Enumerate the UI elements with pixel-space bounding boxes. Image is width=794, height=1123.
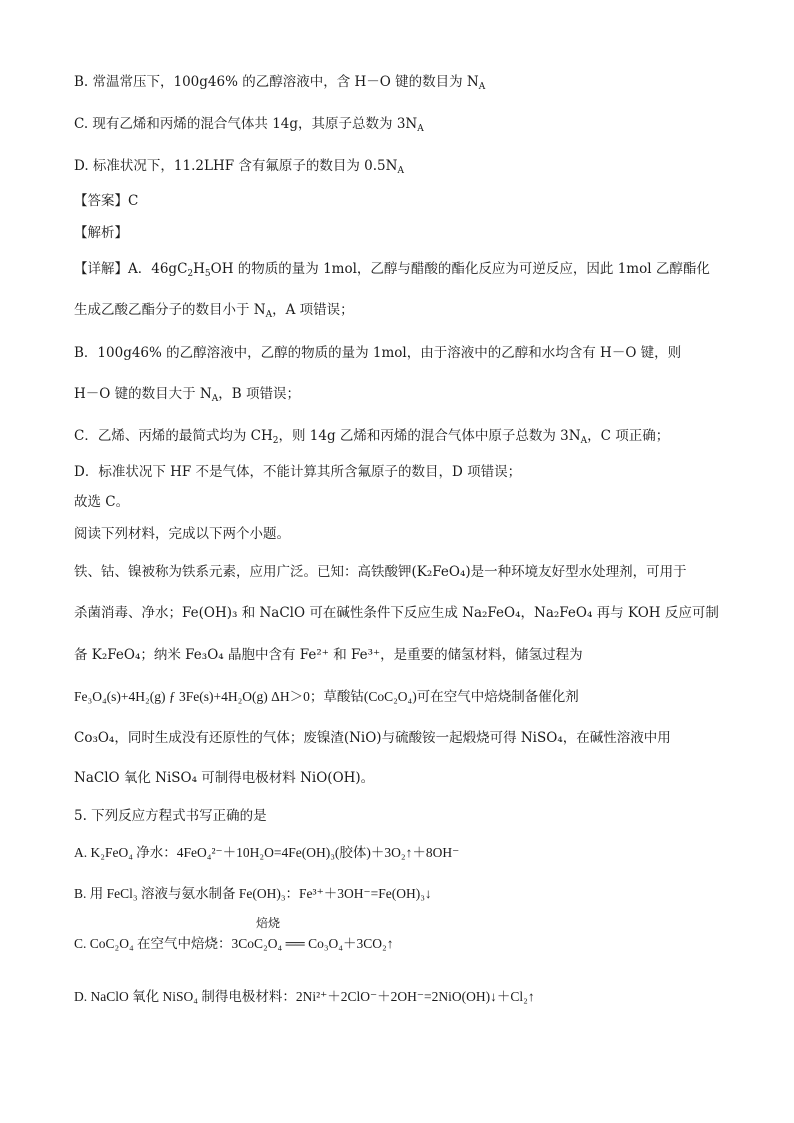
material-line-5: Co₃O₄，同时生成没有还原性的气体；废镍渣(NiO)与硫酸铵一起煅烧可得 NiSO₄，在碱性溶液中用 (74, 730, 671, 746)
text: ，则 14g 乙烯和丙烯的混合气体中原子总数为 3N (278, 428, 581, 444)
text: H－O 键的数目大于 N (74, 386, 212, 402)
subscript: A (265, 310, 273, 320)
conclusion-line: 故选 C。 (74, 494, 130, 510)
material-line-2: 杀菌消毒、净水；Fe(OH)₃ 和 NaClO 可在碱性条件下反应生成 Na₂FeO₄，Na₂FeO₄ 再与 KOH 反应可制 (74, 605, 719, 621)
material-line-3: 备 K₂FeO₄；纳米 Fe₃O₄ 晶胞中含有 Fe²⁺ 和 Fe³⁺，是重要的储氢材料，储氢过程为 (74, 647, 583, 663)
text: OH 的物质的量为 1mol，乙醇与醋酸的酯化反应为可逆反应，因此 1mol 乙醇酯化 (210, 261, 710, 277)
text: C．乙烯、丙烯的最简式均为 CH (74, 428, 273, 444)
text: ，C 项正确； (587, 428, 670, 444)
text: 【详解】A．46gC (74, 261, 188, 277)
option-c-line (74, 114, 734, 139)
question-option-c: C. CoC₂O₄ 在空气中焙烧：3CoC₂O₄ ══ Co₃O₄＋3CO₂↑ (74, 936, 394, 951)
material-line-4: Fe₃O₄(s)+4H₂(g) ƒ 3Fe(s)+4H₂O(g) ΔH＞0；草酸钴(CoC₂O₄)可在空气中焙烧制备催化剂 (74, 689, 579, 704)
material-line-6: NaClO 氧化 NiSO₄ 可制得电极材料 NiO(OH)。 (74, 770, 375, 786)
subscript: A (580, 436, 588, 446)
text: C. 现有乙烯和丙烯的混合气体共 14g，其原子总数为 3N (74, 116, 418, 132)
text: 生成乙酸乙酯分子的数目小于 N (74, 302, 266, 318)
text: D. 标准状况下，11.2LHF 含有氟原子的数目为 0.5N (74, 158, 398, 174)
subscript: 2 (187, 269, 194, 279)
detail-b-line1: B．100g46% 的乙醇溶液中，乙醇的物质的量为 1mol，由于溶液中的乙醇和水均含有 H－O 键，则 (74, 345, 682, 361)
subscript: A (417, 124, 424, 134)
text: H (193, 261, 205, 277)
detail-a-line1 (74, 259, 734, 284)
detail-a-line2 (74, 300, 734, 325)
subscript: A (211, 394, 219, 404)
subscript: A (478, 82, 486, 92)
option-d-line (74, 156, 734, 181)
question-option-a: A. K₂FeO₄ 净水：4FeO₄²⁻＋10H₂O=4Fe(OH)₃(胶体)＋3O₂↑＋8OH⁻ (74, 845, 460, 860)
option-b-line (74, 72, 734, 97)
detail-c-line (74, 426, 734, 451)
text: ，A 项错误； (272, 302, 354, 318)
subscript: 5 (204, 269, 211, 279)
roast-condition-label: 焙烧 (256, 916, 281, 930)
question-stem: 5. 下列反应方程式书写正确的是 (74, 808, 267, 824)
question-option-d: D. NaClO 氧化 NiSO₄ 制得电极材料：2Ni²⁺＋2ClO⁻＋2OH⁻=2NiO(OH)↓＋Cl₂↑ (74, 989, 535, 1004)
subscript: A (397, 166, 404, 176)
text: B. 常温常压下，100g46% 的乙醇溶液中，含 H－O 键的数目为 N (74, 74, 479, 90)
reading-instruction: 阅读下列材料，完成以下两个小题。 (74, 526, 290, 542)
text: ，B 项错误； (218, 386, 300, 402)
answer-line: 【答案】C (74, 193, 139, 209)
subscript: 2 (272, 436, 279, 446)
detail-b-line2 (74, 384, 734, 409)
question-option-b: B. 用 FeCl₃ 溶液与氨水制备 Fe(OH)₃：Fe³⁺＋3OH⁻=Fe(OH)₃↓ (74, 886, 432, 901)
detail-d-line: D．标准状况下 HF 不是气体，不能计算其所含氟原子的数目，D 项错误； (74, 464, 522, 480)
analysis-heading: 【解析】 (74, 225, 128, 241)
material-line-1: 铁、钴、镍被称为铁系元素，应用广泛。已知：高铁酸钾(K₂FeO₄)是一种环境友好型水处理剂，可用于 (74, 564, 687, 580)
